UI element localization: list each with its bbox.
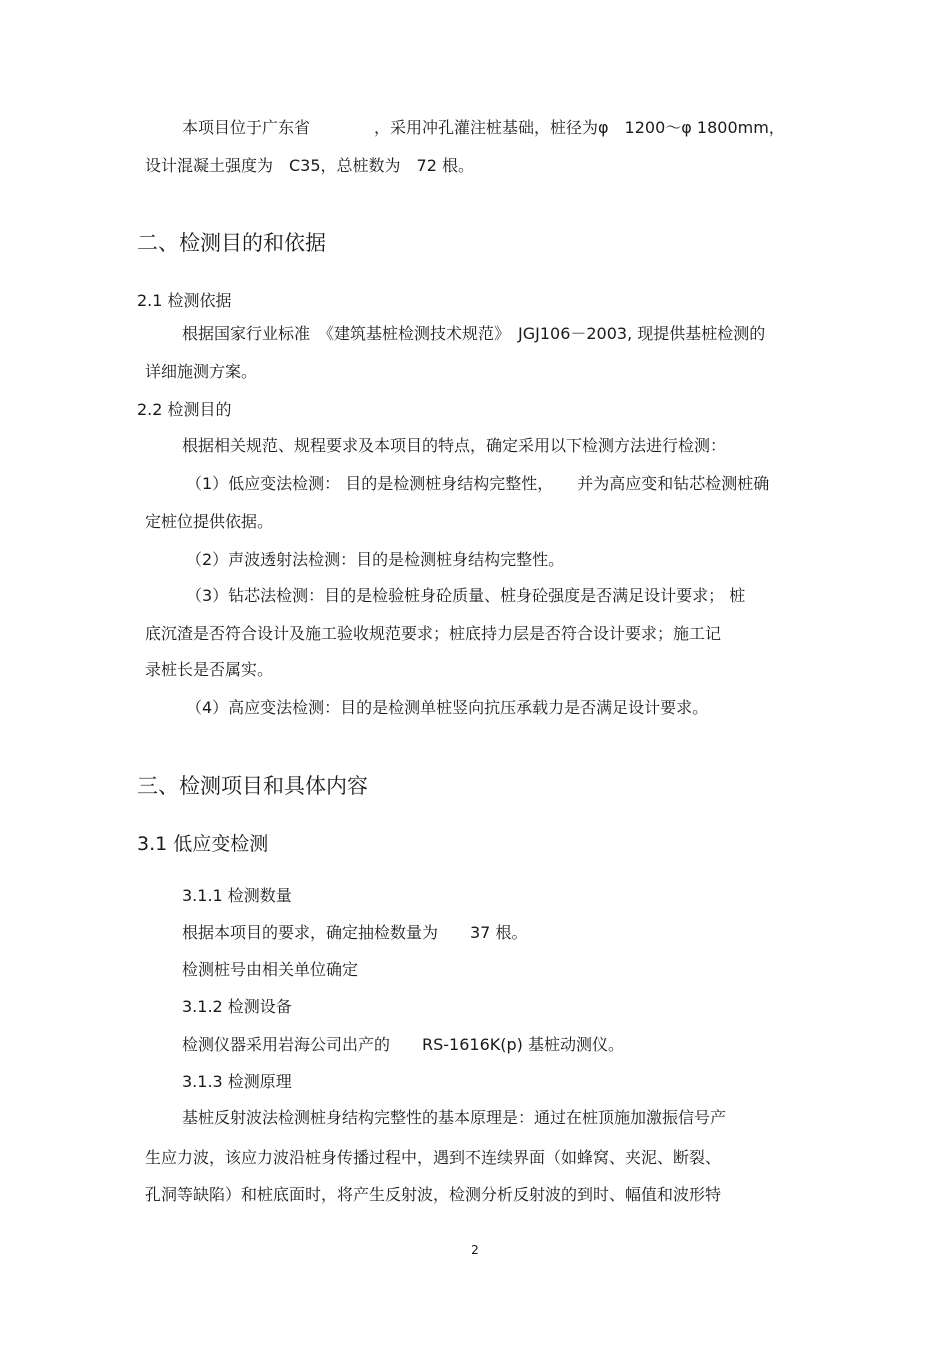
page-number: 2 xyxy=(471,1243,479,1257)
section-3-1-1-line-1: 根据本项目的要求，确定抽检数量为 37 根。 xyxy=(182,923,528,942)
item-3-line-3: 录桩长是否属实。 xyxy=(145,660,274,679)
item-4: （4）高应变法检测：目的是检测单桩竖向抗压承载力是否满足设计要求。 xyxy=(186,698,709,717)
section-3-1-3-heading: 3.1.3 检测原理 xyxy=(182,1072,292,1091)
item-2: （2）声波透射法检测：目的是检测桩身结构完整性。 xyxy=(186,550,565,569)
item-3-line-2: 底沉渣是否符合设计及施工验收规范要求；桩底持力层是否符合设计要求；施工记 xyxy=(145,624,722,643)
section-2-1-line-2: 详细施测方案。 xyxy=(145,362,258,381)
section-3-1-2-line-1: 检测仪器采用岩海公司出产的 RS-1616K(p) 基桩动测仪。 xyxy=(182,1035,624,1054)
section-3-1-2-heading: 3.1.2 检测设备 xyxy=(182,997,292,1016)
section-2-1-line-1: 根据国家行业标准 《建筑基桩检测技术规范》 JGJ106－2003, 现提供基桩检测的 xyxy=(182,324,766,343)
section-2-1-heading: 2.1 检测依据 xyxy=(137,291,232,310)
item-1-line-2: 定桩位提供依据。 xyxy=(145,512,274,531)
section-2-heading: 二、检测目的和依据 xyxy=(137,231,326,255)
section-3-1-3-line-3: 孔洞等缺陷）和桩底面时，将产生反射波，检测分析反射波的到时、幅值和波形特 xyxy=(145,1185,722,1204)
item-3-line-1: （3）钻芯法检测：目的是检验桩身砼质量、桩身砼强度是否满足设计要求； 桩 xyxy=(186,586,746,605)
section-3-1-1-heading: 3.1.1 检测数量 xyxy=(182,886,292,905)
item-1-line-1: （1）低应变法检测： 目的是检测桩身结构完整性， 并为高应变和钻芯检测桩确 xyxy=(186,474,770,493)
intro-line-1: 本项目位于广东省 ，采用冲孔灌注桩基础，桩径为φ 1200～φ 1800mm， xyxy=(182,118,785,137)
section-2-2-intro: 根据相关规范、规程要求及本项目的特点，确定采用以下检测方法进行检测： xyxy=(182,436,727,455)
section-3-1-1-line-2: 检测桩号由相关单位确定 xyxy=(182,960,359,979)
intro-line-2: 设计混凝土强度为 C35，总桩数为 72 根。 xyxy=(145,156,474,175)
section-3-heading: 三、检测项目和具体内容 xyxy=(137,774,368,798)
section-2-2-heading: 2.2 检测目的 xyxy=(137,400,232,419)
section-3-1-3-line-2: 生应力波，该应力波沿桩身传播过程中，遇到不连续界面（如蜂窝、夹泥、断裂、 xyxy=(145,1148,722,1167)
section-3-1-heading: 3.1 低应变检测 xyxy=(137,833,269,855)
section-3-1-3-line-1: 基桩反射波法检测桩身结构完整性的基本原理是：通过在桩顶施加激振信号产 xyxy=(182,1108,727,1127)
